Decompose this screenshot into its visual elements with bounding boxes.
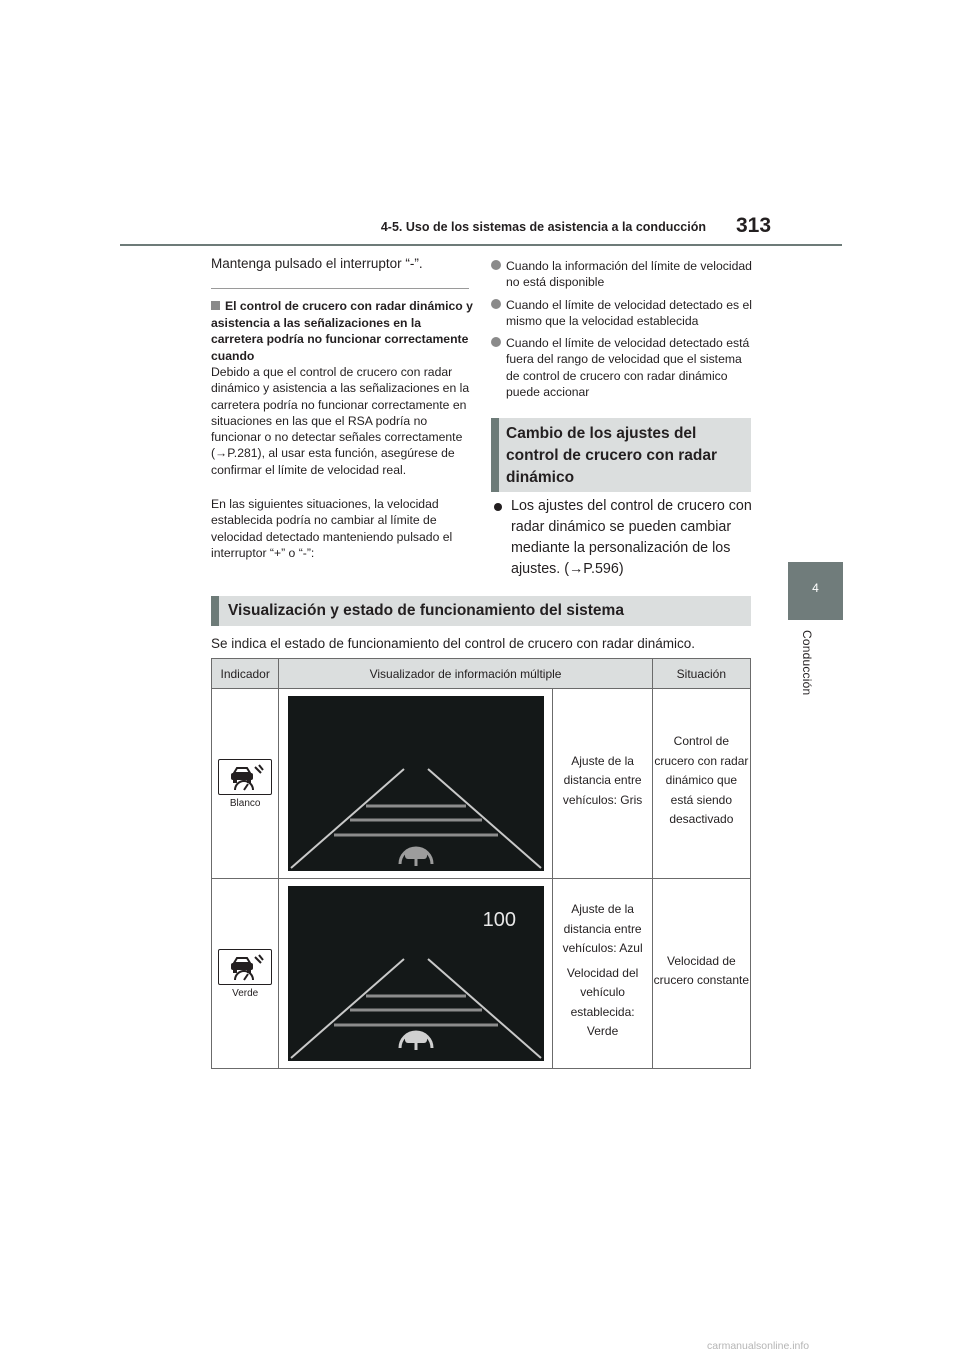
mid-display-image — [288, 886, 544, 1061]
info-text: Velocidad del vehículo establecida: Verde — [566, 965, 639, 1039]
column-header: Indicador — [212, 659, 279, 689]
mid-display-image — [288, 696, 544, 871]
subheading — [211, 298, 473, 364]
info-cell — [553, 689, 652, 879]
settings-heading: Cambio de los ajustes del control de crucero con radar dinámico — [491, 418, 751, 492]
circle-bullet-icon — [491, 260, 501, 270]
table-row — [212, 879, 751, 1069]
status-table — [211, 658, 751, 1069]
situation-text: Control de crucero con radar dinámico que está siendo desactivado — [654, 734, 749, 827]
indicator-color-label: Blanco — [229, 797, 261, 809]
radar-cruise-indicator-icon — [218, 949, 272, 985]
intro-text: Mantenga pulsado el interruptor “-”. — [211, 256, 423, 271]
divider — [211, 288, 469, 289]
display-status-description: Se indica el estado de funcionamiento del control de crucero con radar dinámico. — [211, 636, 696, 651]
situation-cell — [652, 689, 750, 879]
chapter-label: Conducción — [800, 630, 814, 696]
list-item: Cuando la información del límite de velocidad no está disponible — [491, 258, 753, 291]
info-text: Ajuste de la distancia entre vehículos: Gris — [562, 753, 643, 807]
list-item: Cuando el límite de velocidad detectado es el mismo que la velocidad establecida — [491, 297, 753, 330]
radar-cruise-indicator-icon — [218, 759, 272, 795]
settings-bullet-text: Los ajustes del control de crucero con radar dinámico se pueden cambiar mediante la personalización de los ajustes. (→P.596) — [511, 498, 752, 577]
chapter-number: 4 — [812, 581, 819, 595]
settings-bullet — [491, 496, 753, 580]
header-rule — [120, 244, 842, 246]
situation-text: Velocidad de crucero constante — [653, 953, 750, 987]
display-cell — [279, 689, 553, 879]
paragraph-2: En las siguientes situaciones, la velocidad establecida podría no cambiar al límite de velocidad detectado manteniendo pulsado el interruptor “+” o “-”: — [211, 497, 453, 560]
paragraph-1: Debido a que el control de crucero con radar dinámico y asistencia a las señalizaciones en la carretera podría no funcionar correctamente en situaciones en las que el RSA podría no funcionar o no detectar señales correctamente (→P.281), al usar esta función, asegúrese de confirmar el límite de velocidad real. — [211, 365, 470, 477]
section-title: 4-5. Uso de los sistemas de asistencia a la conducción — [380, 220, 706, 234]
indicator-cell — [212, 879, 279, 1069]
table-row — [212, 689, 751, 879]
circle-bullet-icon — [491, 337, 501, 347]
condition-list — [491, 258, 753, 406]
column-header: Situación — [652, 659, 750, 689]
display-cell — [279, 879, 553, 1069]
info-cell — [553, 879, 652, 1069]
indicator-cell — [212, 689, 279, 879]
watermark: carmanualsonline.info — [707, 1340, 810, 1352]
table-header-row — [212, 659, 751, 689]
circle-bullet-icon — [491, 299, 501, 309]
column-header: Visualizador de información múltiple — [279, 659, 652, 689]
subheading-text: El control de crucero con radar dinámico y asistencia a las señalizaciones en la carretera podría no funcionar correctamente cuando — [211, 299, 473, 363]
page-number: 313 — [736, 214, 772, 237]
situation-cell — [652, 879, 750, 1069]
info-text: Ajuste de la distancia entre vehículos: Azul — [562, 902, 643, 956]
indicator-color-label: Verde — [232, 987, 259, 999]
square-bullet-icon — [211, 301, 220, 310]
bullet-dot-icon — [494, 503, 502, 511]
list-item: Cuando el límite de velocidad detectado está fuera del rango de velocidad que el sistema de control de crucero con radar dinámico puede accionar — [491, 335, 753, 400]
display-status-heading: Visualización y estado de funcionamiento del sistema — [211, 596, 751, 626]
set-speed-readout: 100 — [482, 909, 516, 931]
